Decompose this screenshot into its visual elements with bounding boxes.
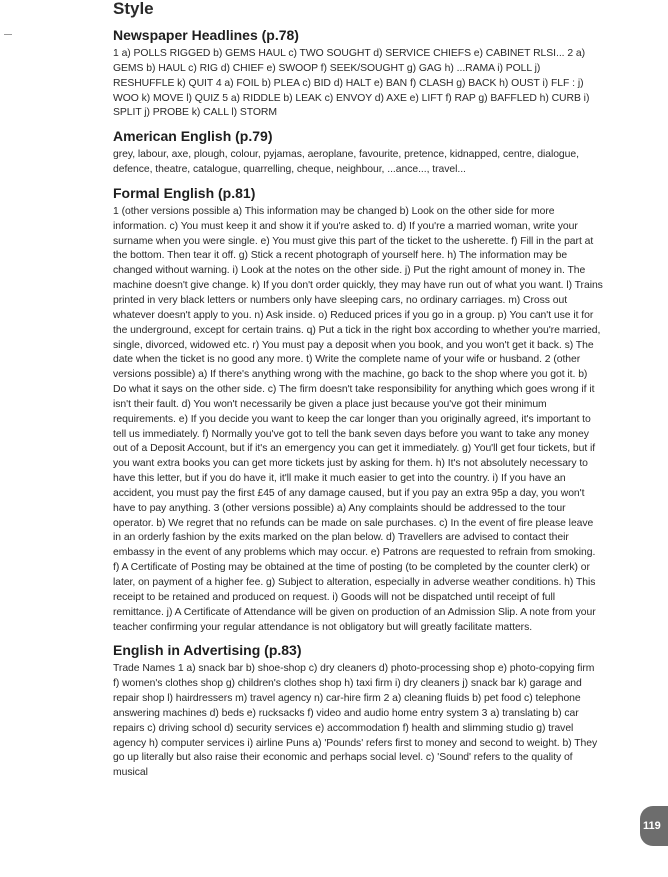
section-title-newspaper: Newspaper Headlines (p.78)	[113, 27, 299, 43]
section-newspaper-headlines	[113, 26, 603, 121]
section-body-newspaper: 1 a) POLLS RIGGED b) GEMS HAUL c) TWO SOUGHT d) SERVICE CHIEFS e) CABINET RLSI... 2 a) GEMS b) HAUL c) RIG d) CHIEF e) SWOOP f) SEEK/SOUGHT g) GAG h) ...RAMA i) POLL j) RESHUFFLE k) QUIT 4 a) FOIL b) PLEA c) BID d) HALT e) BAN f) CLASH g) BACK h) OUST i) FLF : j) WOO k) MOVE l) QUIZ 5 a) RIDDLE b) LEAK c) ENVOY d) AXE e) LIFT f) RAP g) BAFFLED h) CURB i) SPLIT j) PROBE k) CALL l) STORM	[113, 48, 590, 119]
page-heading: Style	[113, 0, 154, 18]
section-body-formal: 1 (other versions possible a) This information may be changed b) Look on the other side for more information. c) You must keep it and show it if you're asked to. d) If you're a married woman, write your surname when you were single. e) You must give this part of the ticket to the usherette. f) Fill in the part at the bottom. Then tear it off. g) Stick a recent photograph of yourself here. h) The information may be changed without warning. i) Look at the notes on the other side. j) Put the right amount of money in. The machine doesn't give change. k) If you don't order quickly, they may have run out of what you want. l) Trains printed in very black letters or numbers only have sleeping cars, no ordinary carriages. m) Cross out whatever doesn't apply to you. n) Ask inside. o) Reduced prices if you go in a group. p) You can't use it for the underground, except for certain trains. q) Put a tick in the right box according to whether you're married, single, divorced, widowed etc. r) You must pay a deposit when you book, and you won't get it back. s) The date when the ticket is no good any more. t) Write the complete name of your wife or husband. 2 (other versions possible) a) If there's anything wrong with the machine, go back to the shop where you got it. b) Do what it says on the other side. c) The firm doesn't take responsibility for anything which goes wrong if it isn't their fault. d) You won't necessarily be given a place just because you've got their minimum requirements. e) If you decide you want to keep the car longer than you originally agreed, it's important to tell us immediately. f) Normally you've got to tell the bank seven days before you want to take any money out of a Deposit Account, but if it's an emergency you can get it immediately. g) You'll get four tickets, but if you want extra books you can get more tickets just by asking for them. h) It's not absolutely necessary to have this letter, but if you do have it, it'll make it much easier to get into the country. i) If you have an accident, you must pay the first £45 of any damage caused, but if you pay an extra 95p a day, you won't have to pay anything. 3 (other versions possible) a) Any complaints should be addressed to the tour operator. b) We regret that no refunds can be made on sale purchases. c) In the event of fire please leave in an orderly fashion by the exits marked on the plan below. d) Travellers are advised to contact their embassy in the event of any problems which may occur. e) Patrons are requested to refrain from smoking. f) A Certificate of Posting may be obtained at the time of posting (to be completed by the counter clerk) or later, on payment of a higher fee. g) Subject to alteration, especially in adverse weather conditions. h) This receipt to be retained and produced on request. i) Goods will not be dispatched until receipt of full remittance. j) A Certificate of Attendance will be given on production of an Admission Slip. A note from your teacher confirming your regular attendance is not obligatory but will greatly facilitate matters.	[113, 205, 603, 633]
section-formal-english	[113, 184, 603, 635]
section-american-english	[113, 127, 603, 178]
margin-mark	[4, 34, 12, 35]
page-number-tab: 119	[640, 806, 668, 846]
section-body-american: grey, labour, axe, plough, colour, pyjamas, aeroplane, favourite, pretence, kidnapped, centre, dialogue, defence, theatre, catalogue, quarrelling, cheque, neighbour, ...ance..., travel...	[113, 149, 579, 176]
section-english-in-advertising	[113, 641, 603, 781]
section-title-advertising: English in Advertising (p.83)	[113, 642, 302, 659]
section-title-american: American English (p.79)	[113, 128, 273, 145]
answer-key-page	[113, 0, 603, 787]
section-title-formal: Formal English (p.81)	[113, 184, 256, 201]
section-body-advertising: Trade Names 1 a) snack bar b) shoe-shop c) dry cleaners d) photo-processing shop e) photo-copying firm f) women's clothes shop g) children's clothes shop h) taxi firm i) dry cleaners j) snack bar k) garage and repair shop l) hairdressers m) travel agency n) car-hire firm 2 a) cleaning fluids b) pet food c) telephone answering machines d) beds e) rucksacks f) video and audio home entry system 3 a) translating b) car repairs c) driving school d) security services e) accommodation f) health and slimming studio g) travel agency h) computer services i) airline Puns a) 'Pounds' refers first to money and second to weight. b) They go up literally but also raise their economic and perhaps social level. c) 'Sound' refers to the quality of musical	[113, 663, 598, 779]
